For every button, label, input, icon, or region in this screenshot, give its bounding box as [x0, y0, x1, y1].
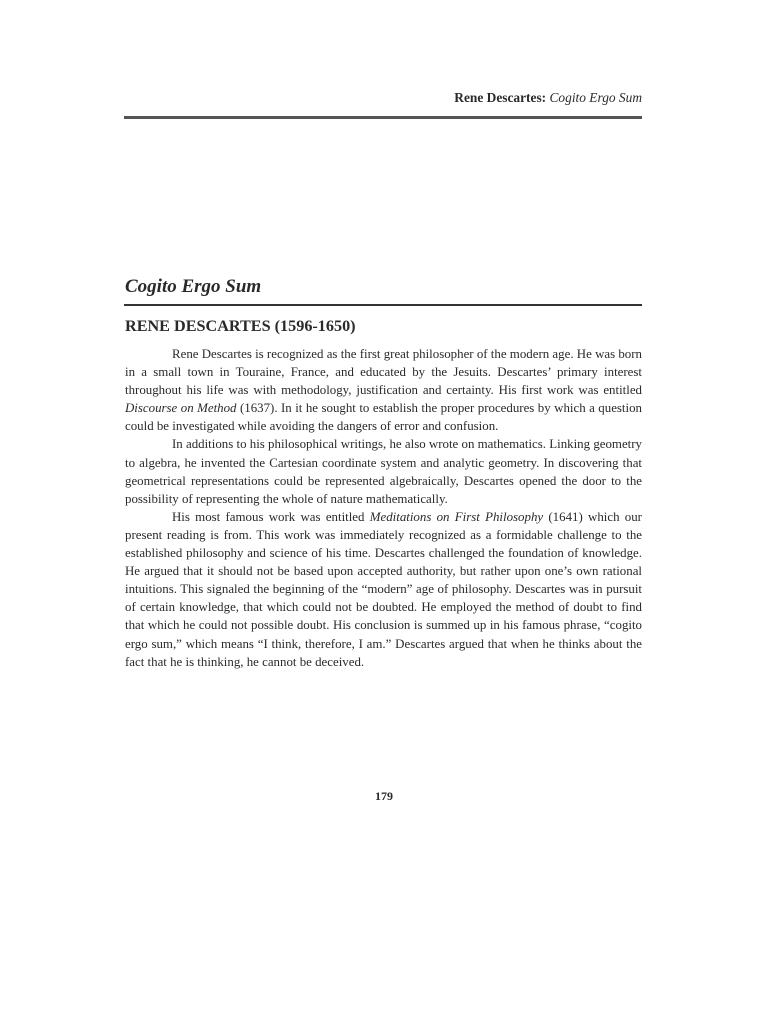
running-header: [454, 90, 642, 106]
section-heading: RENE DESCARTES (1596-1650): [125, 317, 356, 335]
paragraph-3-text-a: His most famous work was entitled: [172, 509, 370, 524]
chapter-title: Cogito Ergo Sum: [125, 276, 262, 297]
paragraph-1-book-title: Discourse on Method: [125, 401, 237, 416]
paragraph-2: In additions to his philosophical writings, he also wrote on mathematics. Linking geometry to algebra, he invented the Cartesian coordinate system and analytic geometry. In discovering that geometrical representations could be represented algebraically, Descartes opened the door to the possibility of representing the whole of nature mathematically.: [125, 437, 642, 506]
running-header-title: Cogito Ergo Sum: [549, 90, 642, 105]
body-text: [125, 345, 642, 671]
title-rule: [124, 304, 642, 306]
running-header-author: Rene Descartes:: [454, 90, 547, 105]
paragraph-3-book-title: Meditations on First Philosophy: [369, 509, 544, 524]
paragraph-1: [125, 345, 642, 435]
page-number: 179: [375, 789, 393, 803]
paragraph-1-text-b: (1637). In it he sought to establish the proper procedures by which a question could be investigated while avoiding the dangers of error and confusion.: [125, 401, 642, 434]
paragraph-1-text-a: Rene Descartes is recognized as the first great philosopher of the modern age. He was born in a small town in Touraine, France, and educated by the Jesuits. Descartes’ primary interest throughout his life was with methodology, justification and certainty. His first work was entitled: [125, 347, 642, 398]
paragraph-3-text-b: (1641) which our present reading is from. This work was immediately recognized as a formidable challenge to the established philosophy and science of his time. Descartes challenged the foundation of knowledge. He argued that it should not be based upon accepted authority, but rather upon one’s own rational intuitions. This signaled the beginning of the “modern” age of philosophy. Descartes was in pursuit of certain knowledge, that which could not be doubted. He employed the method of doubt to find that which he could not possible doubt. His conclusion is summed up in his famous phrase, “cogito ergo sum,” which means “I think, therefore, I am.” Descartes argued that when he thinks about the fact that he is thinking, he cannot be deceived.: [125, 509, 642, 669]
paragraph-3: [125, 508, 642, 671]
header-rule: [124, 116, 642, 119]
